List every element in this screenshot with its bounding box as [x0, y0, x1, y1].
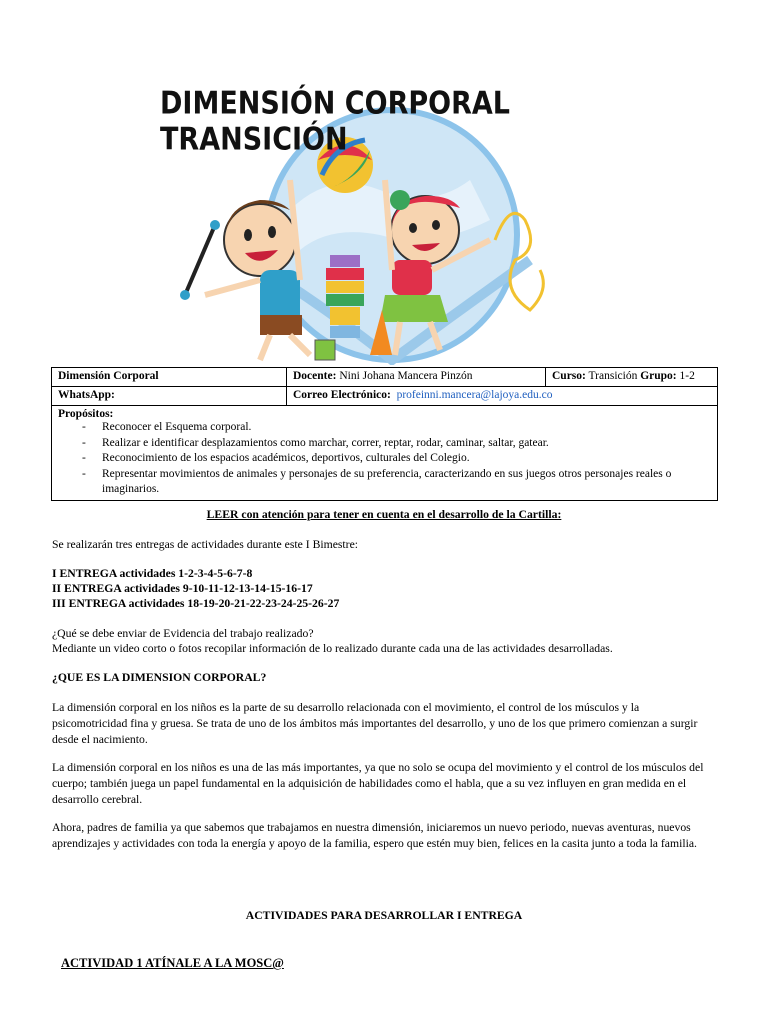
propositos-cell: [52, 406, 718, 501]
leer-heading: LEER con atención para tener en cuenta en el desarrollo de la Cartilla:: [206, 508, 562, 521]
proposito-item: - Realizar e identificar desplazamientos como marchar, correr, reptar, rodar, caminar, saltar, gatear.: [58, 436, 711, 452]
actividades-heading: ACTIVIDADES PARA DESARROLLAR I ENTREGA: [245, 909, 523, 922]
proposito-item: - Reconocimiento de los espacios académicos, deportivos, culturales del Colegio.: [58, 451, 711, 467]
proposito-item: - Reconocer el Esquema corporal.: [58, 420, 711, 436]
whatsapp-cell: WhatsApp:: [52, 387, 287, 406]
entregas-intro: Se realizarán tres entregas de actividades durante este I Bimestre:: [52, 538, 359, 551]
curso-cell: Curso: Transición Grupo: 1-2: [546, 368, 718, 387]
actividad-1-heading: ACTIVIDAD 1 ATÍNALE A LA MOSC@: [61, 956, 284, 970]
paragraph-1: La dimensión corporal en los niños es la parte de su desarrollo relacionada con el movimiento, el control de los músculos y la psicomotricidad fina y gruesa. Se trata de uno de los ámbitos más importantes del desarrollo, y uno de los que primero comienzan a surgir desde el nacimiento.: [52, 701, 698, 746]
banner-title: DIMENSIÓN CORPORAL TRANSICIÓN: [160, 86, 510, 158]
entrega-3: III ENTREGA actividades 18-19-20-21-22-23-24-25-26-27: [52, 597, 340, 610]
paragraph-3: Ahora, padres de familia ya que sabemos que trabajamos en nuestra dimensión, iniciaremos un nuevo periodo, nuevas aventuras, nuevos aprendizajes y actividades con toda la energía y apoyo de la familia, espero que estén muy bien, felices en la casita junto a toda la familia.: [52, 821, 697, 850]
entrega-1: I ENTREGA actividades 1-2-3-4-5-6-7-8: [52, 567, 253, 580]
correo-cell: Correo Electrónico: profeinni.mancera@lajoya.edu.co: [287, 387, 718, 406]
paragraph-2: La dimensión corporal en los niños es una de las más importantes, ya que no solo se ocupa del movimiento y el control de los músculos del cuerpo; también juega un papel fundamental en la adquisición de habilidades como el habla, que a su vez influyen en gran medida en el desarrollo cerebral.: [52, 761, 704, 806]
evidencia-question: ¿Qué se debe enviar de Evidencia del trabajo realizado?: [52, 627, 314, 640]
proposito-item: - Representar movimientos de animales y personajes de su preferencia, caracterizando en sus juegos otros personajes reales o imaginarios.: [58, 467, 711, 498]
evidencia-answer: Mediante un video corto o fotos recopilar información de lo realizado durante cada una de las actividades desarrolladas.: [52, 642, 613, 655]
propositos-label: Propósitos:: [58, 408, 114, 420]
entrega-2: II ENTREGA actividades 9-10-11-12-13-14-15-16-17: [52, 582, 313, 595]
dimension-cell: Dimensión Corporal: [52, 368, 287, 387]
docente-cell: Docente: Nini Johana Mancera Pinzón: [287, 368, 546, 387]
que-es-heading: ¿QUE ES LA DIMENSION CORPORAL?: [52, 671, 267, 684]
toy-block-shape: [315, 340, 335, 360]
propositos-list: [58, 420, 711, 498]
info-table: [51, 367, 718, 501]
email-link[interactable]: profeinni.mancera@lajoya.edu.co: [396, 389, 553, 401]
